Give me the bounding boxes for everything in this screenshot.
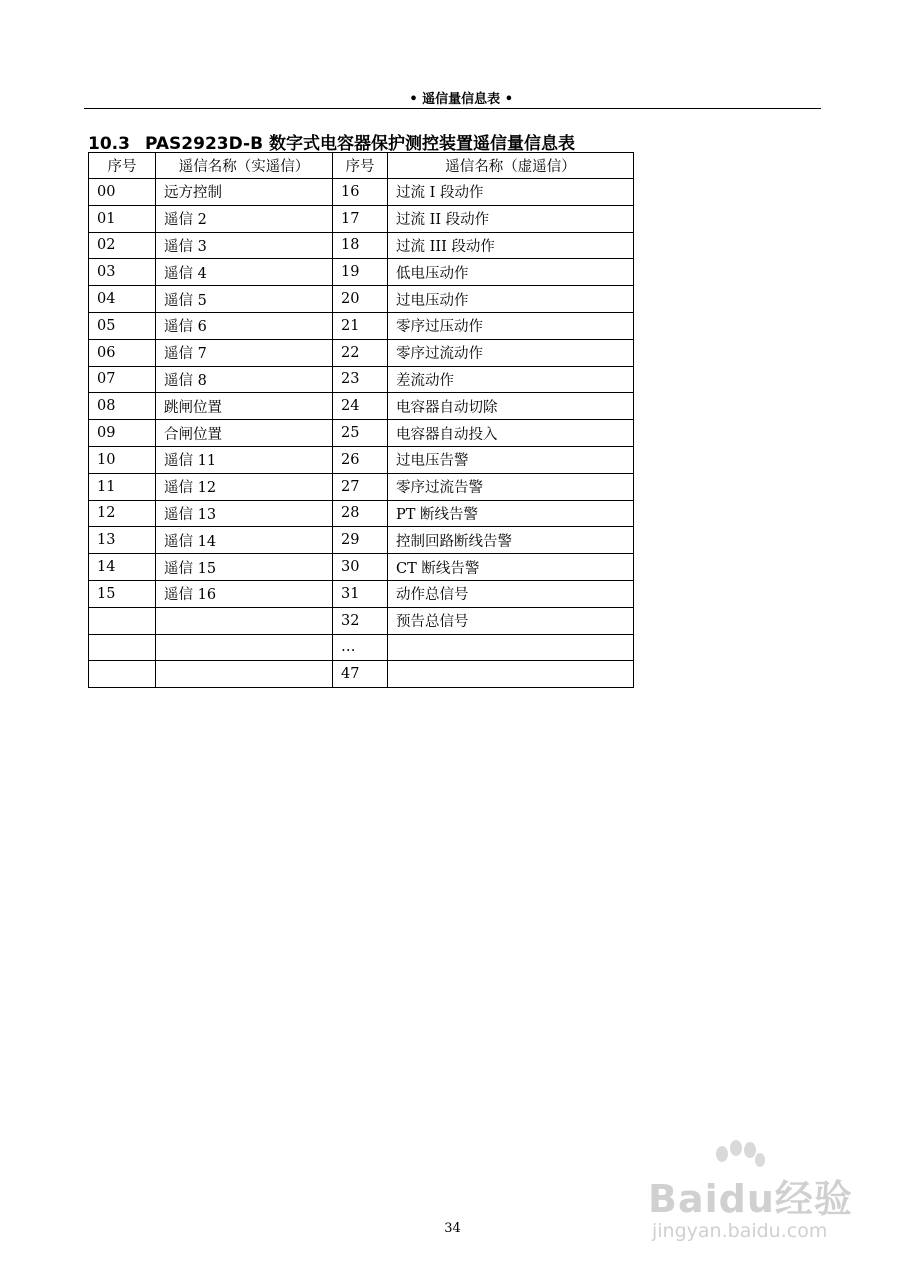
cell-index-real: 12 <box>89 500 156 527</box>
table-row <box>89 393 634 420</box>
cell-index-real: 15 <box>89 580 156 607</box>
watermark-url: jingyan.baidu.com <box>652 1220 828 1242</box>
cell-index-real: 03 <box>89 259 156 286</box>
cell-name-virtual: 过电压告警 <box>388 446 634 473</box>
cell-name-real <box>156 661 333 688</box>
cell-index-real <box>89 607 156 634</box>
table-row <box>89 580 634 607</box>
cell-name-virtual: 差流动作 <box>388 366 634 393</box>
section-number: 10.3 <box>88 134 130 154</box>
cell-name-virtual: 电容器自动投入 <box>388 420 634 447</box>
cell-index-real: 06 <box>89 339 156 366</box>
cell-name-virtual: 控制回路断线告警 <box>388 527 634 554</box>
cell-name-virtual: 零序过压动作 <box>388 312 634 339</box>
section-title <box>88 129 575 154</box>
cell-name-real: 遥信 11 <box>156 446 333 473</box>
cell-index-real: 11 <box>89 473 156 500</box>
cell-index-virtual: 23 <box>333 366 388 393</box>
cell-name-real: 遥信 6 <box>156 312 333 339</box>
cell-index-virtual: 28 <box>333 500 388 527</box>
cell-name-real: 遥信 8 <box>156 366 333 393</box>
cell-index-real: 05 <box>89 312 156 339</box>
cell-index-virtual: 17 <box>333 205 388 232</box>
watermark-brand: Baidu经验 <box>648 1177 853 1221</box>
cell-name-virtual: PT 断线告警 <box>388 500 634 527</box>
cell-index-real: 13 <box>89 527 156 554</box>
cell-name-real: 遥信 7 <box>156 339 333 366</box>
table-row <box>89 286 634 313</box>
cell-name-real: 遥信 13 <box>156 500 333 527</box>
cell-index-virtual: 19 <box>333 259 388 286</box>
cell-name-virtual: 过流 I 段动作 <box>388 179 634 206</box>
cell-index-virtual: 32 <box>333 607 388 634</box>
cell-name-real: 遥信 14 <box>156 527 333 554</box>
cell-name-real: 遥信 2 <box>156 205 333 232</box>
table-header-row <box>89 153 634 179</box>
header-index-real: 序号 <box>89 153 156 179</box>
table-row <box>89 179 634 206</box>
cell-index-virtual: 20 <box>333 286 388 313</box>
cell-index-virtual: 24 <box>333 393 388 420</box>
page-number: 34 <box>444 1221 461 1236</box>
cell-index-real: 08 <box>89 393 156 420</box>
cell-name-virtual: 过流 II 段动作 <box>388 205 634 232</box>
cell-index-real: 07 <box>89 366 156 393</box>
cell-index-virtual: 31 <box>333 580 388 607</box>
table-row <box>89 205 634 232</box>
cell-index-virtual: … <box>333 634 388 661</box>
cell-name-real: 遥信 4 <box>156 259 333 286</box>
cell-index-real: 02 <box>89 232 156 259</box>
cell-name-virtual: 预告总信号 <box>388 607 634 634</box>
table-row <box>89 634 634 661</box>
cell-name-real <box>156 607 333 634</box>
table-row <box>89 527 634 554</box>
cell-name-virtual: 零序过流动作 <box>388 339 634 366</box>
cell-name-real: 遥信 12 <box>156 473 333 500</box>
cell-name-virtual <box>388 661 634 688</box>
table-row <box>89 366 634 393</box>
cell-index-virtual: 47 <box>333 661 388 688</box>
running-header-text: • 遥信量信息表 • <box>409 92 513 107</box>
cell-name-real <box>156 634 333 661</box>
header-name-real: 遥信名称（实遥信） <box>156 153 333 179</box>
cell-index-real: 09 <box>89 420 156 447</box>
table-row <box>89 473 634 500</box>
cell-index-real: 10 <box>89 446 156 473</box>
cell-index-real: 00 <box>89 179 156 206</box>
cell-index-virtual: 26 <box>333 446 388 473</box>
table-row <box>89 500 634 527</box>
header-name-virtual: 遥信名称（虚遥信） <box>388 153 634 179</box>
table-row <box>89 446 634 473</box>
cell-index-real <box>89 661 156 688</box>
header-rule <box>84 108 821 109</box>
cell-index-virtual: 21 <box>333 312 388 339</box>
cell-index-virtual: 25 <box>333 420 388 447</box>
cell-index-real: 04 <box>89 286 156 313</box>
cell-index-virtual: 22 <box>333 339 388 366</box>
table-body <box>89 179 634 688</box>
cell-name-real: 合闸位置 <box>156 420 333 447</box>
table-row <box>89 232 634 259</box>
cell-name-virtual: 电容器自动切除 <box>388 393 634 420</box>
cell-name-real: 跳闸位置 <box>156 393 333 420</box>
cell-name-virtual: CT 断线告警 <box>388 554 634 581</box>
table-row <box>89 554 634 581</box>
watermark <box>640 1140 870 1250</box>
table-row <box>89 661 634 688</box>
remote-signal-table <box>88 152 634 688</box>
table-row <box>89 607 634 634</box>
cell-name-virtual: 零序过流告警 <box>388 473 634 500</box>
cell-index-virtual: 18 <box>333 232 388 259</box>
header-index-virtual: 序号 <box>333 153 388 179</box>
table-row <box>89 312 634 339</box>
cell-name-real: 遥信 5 <box>156 286 333 313</box>
cell-index-real: 01 <box>89 205 156 232</box>
cell-name-real: 远方控制 <box>156 179 333 206</box>
cell-index-virtual: 30 <box>333 554 388 581</box>
cell-name-virtual: 动作总信号 <box>388 580 634 607</box>
cell-name-real: 遥信 16 <box>156 580 333 607</box>
cell-name-real: 遥信 15 <box>156 554 333 581</box>
cell-name-virtual: 过电压动作 <box>388 286 634 313</box>
cell-index-virtual: 29 <box>333 527 388 554</box>
cell-index-real <box>89 634 156 661</box>
table-row <box>89 339 634 366</box>
table-row <box>89 259 634 286</box>
table-row <box>89 420 634 447</box>
cell-index-real: 14 <box>89 554 156 581</box>
cell-index-virtual: 27 <box>333 473 388 500</box>
section-title-text: PAS2923D-B 数字式电容器保护测控装置遥信量信息表 <box>145 134 575 154</box>
cell-name-virtual: 低电压动作 <box>388 259 634 286</box>
cell-name-virtual <box>388 634 634 661</box>
cell-index-virtual: 16 <box>333 179 388 206</box>
cell-name-real: 遥信 3 <box>156 232 333 259</box>
running-header <box>84 88 821 107</box>
cell-name-virtual: 过流 III 段动作 <box>388 232 634 259</box>
